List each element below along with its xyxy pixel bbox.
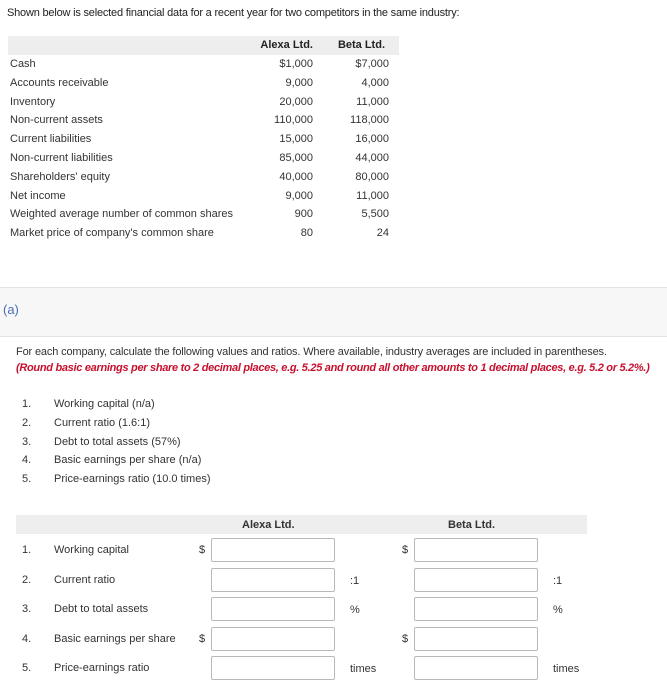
alexa-value: 900 — [294, 208, 313, 221]
row-label: Market price of company's common share — [10, 227, 214, 240]
answer-table-header — [16, 515, 587, 534]
row-label: Net income — [10, 189, 66, 202]
row-label: Current ratio — [54, 574, 116, 586]
row-label: Accounts receivable — [10, 76, 109, 89]
list-text: Current ratio (1.6:1) — [54, 416, 150, 429]
row-label: Current liabilities — [10, 133, 92, 146]
table-row — [8, 224, 399, 243]
part-a-label: (a) — [3, 302, 19, 317]
financial-table-header — [8, 36, 399, 55]
part-a-section-bar — [0, 287, 667, 337]
beta-price-earnings-input[interactable] — [414, 656, 538, 680]
alexa-value: 9,000 — [285, 189, 313, 202]
list-number: 3. — [22, 435, 32, 448]
beta-value: 80,000 — [355, 170, 389, 183]
dollar-sign: $ — [199, 633, 206, 645]
table-row — [8, 205, 399, 224]
times-unit: times — [553, 663, 580, 675]
list-text: Debt to total assets (57%) — [54, 435, 181, 448]
beta-value: 16,000 — [355, 133, 389, 146]
table-row — [8, 74, 399, 93]
alexa-value: 80 — [300, 227, 313, 240]
alexa-value: $1,000 — [279, 58, 313, 70]
row-label: Non-current liabilities — [10, 151, 113, 164]
header-beta: Beta Ltd. — [448, 519, 496, 531]
rounding-instructions: (Round basic earnings per share to 2 decimal places, e.g. 5.25 and round all other amounts to 1 decimal places, e.g. 5.2 or 5.2%.) — [16, 362, 650, 374]
list-number: 1. — [22, 398, 32, 410]
header-alexa: Alexa Ltd. — [242, 519, 295, 531]
table-row — [8, 55, 399, 74]
list-number: 4. — [22, 454, 32, 467]
alexa-basic-eps-input[interactable] — [211, 627, 335, 651]
beta-basic-eps-input[interactable] — [414, 627, 538, 651]
header-beta: Beta Ltd. — [337, 39, 385, 51]
beta-value: 24 — [376, 227, 389, 240]
table-row — [8, 93, 399, 112]
intro-text: Shown below is selected financial data for a recent year for two competitors in the same industry: — [7, 7, 460, 19]
times-unit: times — [350, 663, 377, 675]
beta-value: 5,500 — [361, 208, 389, 221]
alexa-debt-to-assets-input[interactable] — [211, 597, 335, 621]
beta-value: 44,000 — [355, 151, 389, 164]
header-alexa: Alexa Ltd. — [260, 39, 313, 51]
dollar-sign: $ — [402, 544, 409, 556]
financial-data-table — [8, 36, 399, 243]
row-label: Cash — [10, 58, 36, 70]
row-number: 3. — [22, 603, 32, 615]
table-row — [8, 130, 399, 149]
list-number: 5. — [22, 473, 32, 486]
alexa-value: 15,000 — [279, 133, 313, 146]
alexa-working-capital-input[interactable] — [211, 538, 335, 562]
alexa-value: 9,000 — [285, 76, 313, 89]
beta-value: $7,000 — [355, 58, 389, 70]
table-row — [8, 149, 399, 168]
row-label: Working capital — [54, 544, 129, 556]
beta-value: 11,000 — [356, 95, 389, 108]
answer-row-current-ratio — [16, 568, 656, 592]
answer-row-price-earnings — [16, 656, 656, 680]
answer-row-debt-to-total-assets — [16, 597, 656, 621]
row-number: 5. — [22, 662, 32, 674]
list-text: Basic earnings per share (n/a) — [54, 454, 202, 467]
table-row — [8, 111, 399, 130]
beta-working-capital-input[interactable] — [414, 538, 538, 562]
answer-row-working-capital — [16, 538, 656, 562]
beta-value: 11,000 — [356, 189, 389, 202]
list-text: Price-earnings ratio (10.0 times) — [54, 473, 211, 486]
row-label: Debt to total assets — [54, 603, 149, 615]
beta-debt-to-assets-input[interactable] — [414, 597, 538, 621]
percent-unit: % — [350, 604, 360, 616]
row-number: 4. — [22, 633, 32, 645]
alexa-value: 85,000 — [279, 151, 313, 164]
beta-value: 118,000 — [350, 114, 389, 127]
row-label: Shareholders' equity — [10, 170, 110, 183]
list-text: Working capital (n/a) — [54, 398, 155, 410]
row-number: 2. — [22, 574, 32, 586]
beta-current-ratio-input[interactable] — [414, 568, 538, 592]
answer-row-basic-eps — [16, 627, 656, 651]
dollar-sign: $ — [199, 544, 206, 556]
table-row — [8, 168, 399, 187]
percent-unit: % — [553, 604, 563, 616]
alexa-value: 20,000 — [279, 95, 313, 108]
row-label: Inventory — [10, 95, 56, 108]
ratio-unit: :1 — [553, 575, 563, 587]
row-label: Non-current assets — [10, 114, 103, 127]
row-number: 1. — [22, 544, 32, 556]
table-row — [8, 187, 399, 206]
instructions-text: For each company, calculate the following values and ratios. Where available, industry averages are included in parentheses. — [16, 346, 607, 358]
alexa-price-earnings-input[interactable] — [211, 656, 335, 680]
row-label: Price-earnings ratio — [54, 662, 150, 674]
dollar-sign: $ — [402, 633, 409, 645]
alexa-value: 40,000 — [279, 170, 313, 183]
alexa-value: 110,000 — [274, 114, 313, 127]
ratio-unit: :1 — [350, 575, 360, 587]
list-number: 2. — [22, 416, 32, 429]
beta-value: 4,000 — [361, 76, 389, 89]
row-label: Weighted average number of common shares — [10, 208, 233, 221]
row-label: Basic earnings per share — [54, 633, 176, 645]
alexa-current-ratio-input[interactable] — [211, 568, 335, 592]
